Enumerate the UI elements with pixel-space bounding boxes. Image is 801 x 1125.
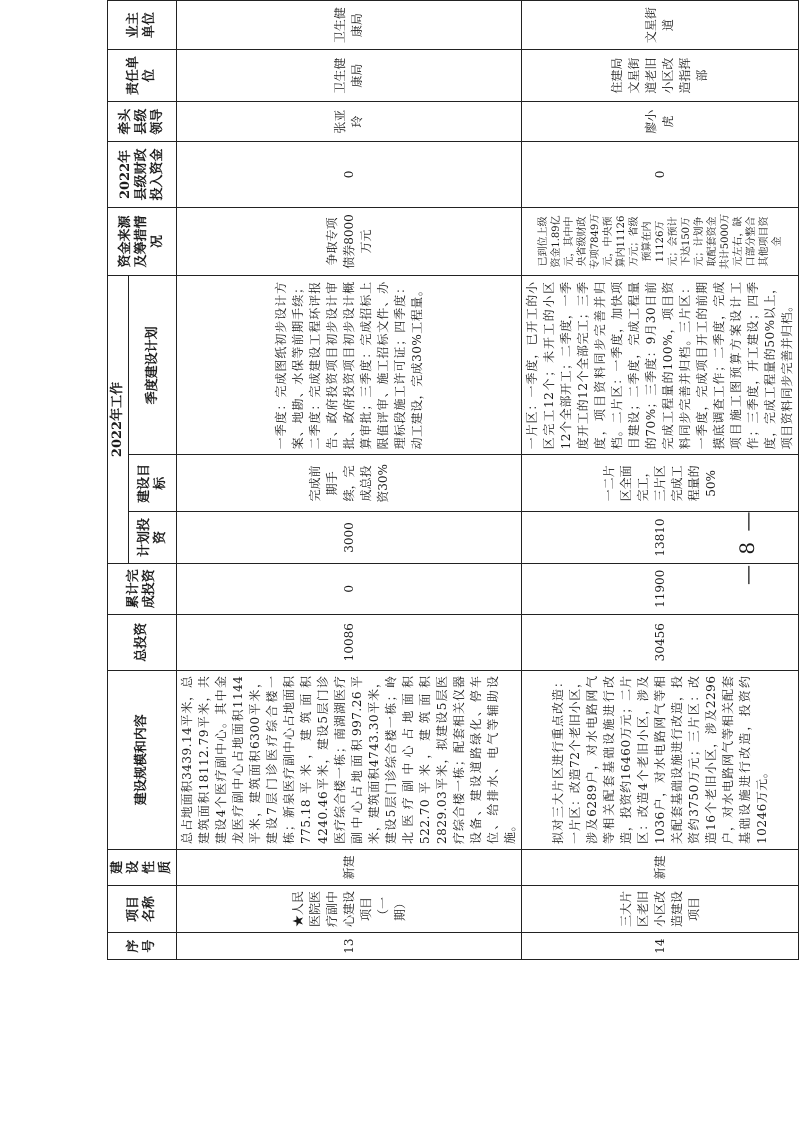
cell-county: 0 [177, 142, 522, 207]
cell-scale: 拟对三大片区进行重点改造：一片区：改造72个老旧小区，涉及6289户，对水电路网气等相关配套基础设施进行改造，投资约16460万元；二片区：改造4个老旧小区，涉及1036户，对水电路网气等相关配套基础设施进行改造，投资约3750万元；三片区：改造16个老旧小区，涉及2296户，对水电路网气等相关配套基础设施进行改造，投资约10246万元。 [522, 670, 799, 849]
col-county: 2022年县级财政投入资金 [108, 142, 177, 207]
col-work2022: 2022年工作 [108, 276, 129, 563]
cell-cumulative: 0 [177, 563, 522, 614]
cell-plan-invest: 3000 [177, 512, 522, 563]
col-resp: 责任单位 [108, 50, 177, 102]
cell-seq: 13 [177, 933, 522, 960]
project-table [107, 0, 799, 960]
cell-goal: 完成前期手续，完成总投资30% [177, 455, 522, 512]
cell-scale: 总占地面积3439.14平米，总建筑面积18112.79平米，共建设4个医疗副中心。其中金龙医疗副中心占地面积1144平米，建筑面积6300平米，建设7层门诊医疗综合楼一栋；新泉医疗副中心占地面积775.18平米，建筑面积4240.46平米，建设5层门诊医疗综合楼一栋；南湖湖医疗副中心占地面积997.26平米，建筑面积4743.30平米，建设5层门诊综合楼一栋；岭北医疗副中心占地面积522.70平米，建筑面积2829.03平米，拟建设5层医疗综合楼一栋；配套相关仪器设备、建设道路绿化、停车位、给排水、电气等辅助设施。 [177, 670, 522, 849]
cell-seq: 14 [522, 933, 799, 960]
cell-county: 0 [522, 142, 799, 207]
col-owner: 业主单位 [108, 1, 177, 50]
cell-funding: 已到位上级资金1.89亿元，其中中央省级财政专项7849万元，中央预算内11126万元；省级预算在内11126万元；会预计下达150万元；计划争取配套资金共计5000万元左右，缺口部分整合其他项目资金 [522, 207, 799, 276]
cell-funding: 争取专项债券8000万元 [177, 207, 522, 276]
col-nature: 建设性质 [108, 849, 177, 885]
col-leader: 牵头县级领导 [108, 102, 177, 142]
cell-leader: 张亚玲 [177, 102, 522, 142]
cell-plan-invest: 13810 [522, 512, 799, 563]
col-seq: 序号 [108, 933, 177, 960]
cell-quarter: 一季度：完成图纸初步设计方案、地勘、水保等前期手续；二季度：完成建设工程环评报告、政府投资项目初步设计审批、政府投资项目初步设计概算审批；三季度：完成招标上限值评审、施工招标文件、办理标段施工许可证；四季度：动工建设，完成30%工程量。 [177, 276, 522, 455]
cell-total: 10086 [177, 614, 522, 670]
page-number: — 8 — [735, 509, 759, 585]
col-cumulative: 累计完成投资 [108, 563, 177, 614]
header-row-1 [108, 1, 129, 960]
cell-owner: 卫生健康局 [177, 1, 522, 50]
cell-name: ★人民医院医疗副中心建设项目（一期） [177, 885, 522, 932]
cell-nature: 新建 [177, 849, 522, 885]
table-row [177, 1, 522, 960]
cell-owner: 文星街道 [522, 1, 799, 50]
cell-goal: 一二片区全面完工，三片区完成工程量的50% [522, 455, 799, 512]
col-funding: 资金来源及筹措情况 [108, 207, 177, 276]
cell-name: 三大片区老旧小区改造建设项目 [522, 885, 799, 932]
col-plan-invest: 计划投资 [129, 512, 177, 563]
cell-leader: 廖小虎 [522, 102, 799, 142]
table-row [522, 1, 799, 960]
cell-quarter: 一片区：一季度，已开工的小区完工12个；未开工的小区12个全部开工；二季度，一季度开工的12个全部完工；三季度，项目资料同步完善并归档。二片区：一季度，加快项目建设；二季度，完成工程量的70%；三季度：9月30日前完成工程量的100%，项目资料同步完善并归档。三片区：一季度，完成项目开工的前期摸底调查工作；二季度，完成项目施工图预算方案设计工作；三季度，开工建设；四季度，完成工程量的50%以上，项目资料同步完善并归档。 [522, 276, 799, 455]
col-total: 总投资 [108, 614, 177, 670]
cell-resp: 住建局文星街道老旧小区改造指挥部 [522, 50, 799, 102]
col-quarter: 季度建设计划 [129, 276, 177, 455]
col-goal: 建设目标 [129, 455, 177, 512]
col-scale: 建设规模和内容 [108, 670, 177, 849]
cell-resp: 卫生健康局 [177, 50, 522, 102]
cell-total: 30456 [522, 614, 799, 670]
cell-nature: 新建 [522, 849, 799, 885]
col-name: 项目名称 [108, 885, 177, 932]
cell-cumulative: 11900 [522, 563, 799, 614]
